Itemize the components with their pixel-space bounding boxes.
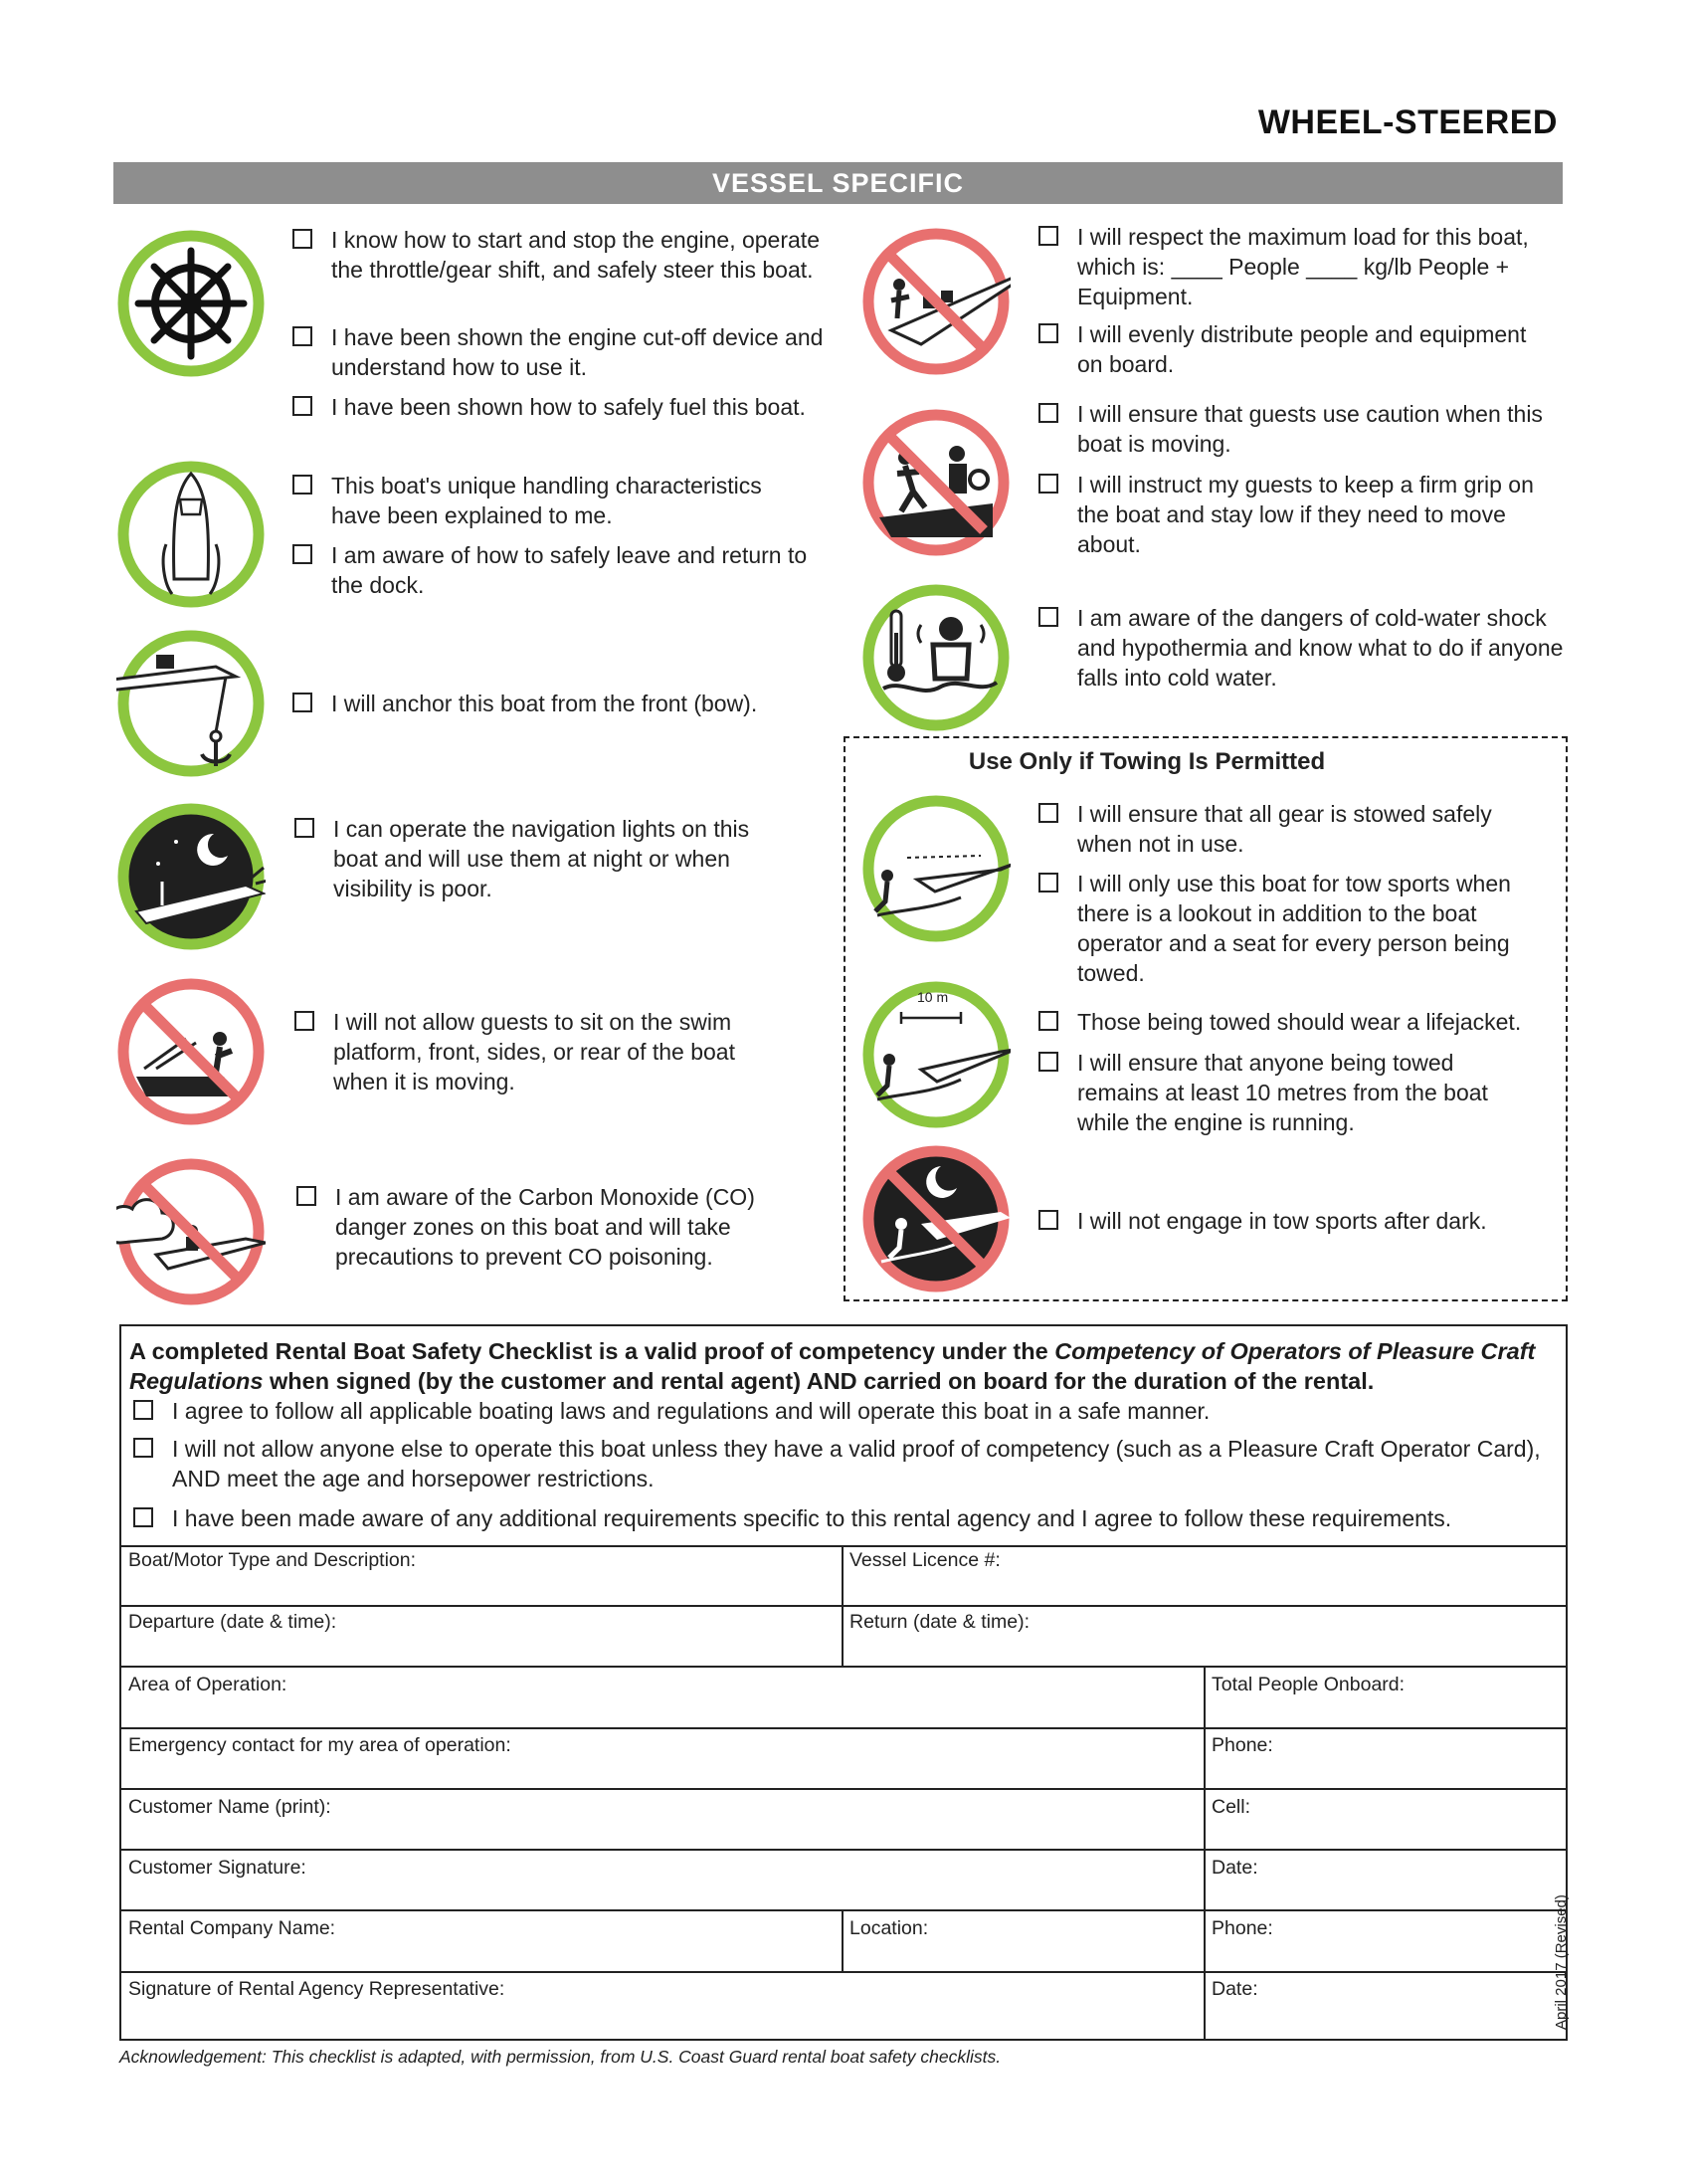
page-title: WHEEL-STEERED	[1257, 103, 1558, 141]
form-divider	[1204, 1666, 1206, 2041]
agent-signature-field[interactable]: Signature of Rental Agency Representative:	[128, 1978, 505, 2000]
checklist-item-dock[interactable]: I am aware of how to safely leave and return to the dock.	[292, 540, 830, 600]
tow-distance-label: 10 m	[917, 989, 949, 1005]
tow-item-lifejacket[interactable]: Those being towed should wear a lifejacket.	[1038, 1007, 1556, 1037]
phone-field[interactable]: Phone:	[1212, 1734, 1273, 1756]
checkbox[interactable]	[1038, 873, 1058, 893]
checklist-item-swim-platform[interactable]: I will not allow guests to sit on the swim platform, front, sides, or rear of the boat when it is moving.	[294, 1007, 782, 1096]
form-divider	[119, 1727, 1568, 1729]
agreement-additional-requirements[interactable]: I have been made aware of any additional requirements specific to this rental agency and I agree to follow these requirements.	[133, 1503, 1546, 1533]
form-divider	[119, 1909, 1568, 1911]
departure-field[interactable]: Departure (date & time):	[128, 1611, 337, 1633]
area-of-operation-field[interactable]: Area of Operation:	[128, 1674, 287, 1695]
agent-date-field[interactable]: Date:	[1212, 1978, 1258, 2000]
company-phone-field[interactable]: Phone:	[1212, 1917, 1273, 1939]
checkbox[interactable]	[1038, 323, 1058, 343]
agreement-proof-of-competency[interactable]: I will not allow anyone else to operate this boat unless they have a valid proof of competency (such as a Pleasure Craft Operator Card), AND meet the age and horsepower restrictions.	[133, 1434, 1546, 1493]
emergency-contact-field[interactable]: Emergency contact for my area of operation:	[128, 1734, 511, 1756]
checkbox[interactable]	[1038, 1210, 1058, 1230]
checklist-item-carbon-monoxide[interactable]: I am aware of the Carbon Monoxide (CO) danger zones on this boat and will take precautions to prevent CO poisoning.	[296, 1182, 814, 1272]
form-divider	[119, 1545, 1568, 1547]
agreement-follow-laws[interactable]: I agree to follow all applicable boating laws and regulations and will operate this boat in a safe manner.	[133, 1396, 1546, 1426]
checklist-item-start-engine[interactable]: I know how to start and stop the engine, operate the throttle/gear shift, and safely steer this boat.	[292, 225, 830, 285]
checkbox[interactable]	[133, 1507, 153, 1527]
no-sitting-platform-icon	[116, 977, 266, 1126]
competency-statement: A completed Rental Boat Safety Checklist is a valid proof of competency under the Competency of Operators of Pleasure Craft Regulations when signed (by the customer and rental agent) AND carried on board for the duration of the rental.	[129, 1338, 1536, 1394]
checkbox[interactable]	[1038, 403, 1058, 423]
checkbox[interactable]	[292, 326, 312, 346]
checkbox[interactable]	[1038, 1052, 1058, 1072]
checkbox[interactable]	[1038, 1011, 1058, 1031]
form-divider	[842, 1545, 844, 1666]
carbon-monoxide-icon	[116, 1157, 266, 1306]
checkbox[interactable]	[296, 1186, 316, 1206]
tow-item-gear-stowed[interactable]: I will ensure that all gear is stowed safely when not in use.	[1038, 799, 1536, 859]
checklist-item-navigation-lights[interactable]: I can operate the navigation lights on this boat and will use them at night or when visibility is poor.	[294, 814, 792, 903]
checkbox[interactable]	[1038, 226, 1058, 246]
cold-water-icon	[861, 583, 1011, 732]
checkbox[interactable]	[292, 229, 312, 249]
checkbox[interactable]	[292, 396, 312, 416]
guest-caution-icon	[861, 408, 1011, 557]
rental-company-field[interactable]: Rental Company Name:	[128, 1917, 336, 1939]
form-divider	[119, 1666, 1568, 1668]
return-field[interactable]: Return (date & time):	[849, 1611, 1030, 1633]
checkbox[interactable]	[294, 818, 314, 838]
checkbox[interactable]	[133, 1400, 153, 1420]
customer-signature-field[interactable]: Customer Signature:	[128, 1857, 306, 1879]
tow-item-after-dark[interactable]: I will not engage in tow sports after dark.	[1038, 1206, 1556, 1236]
checklist-item-firm-grip[interactable]: I will instruct my guests to keep a firm grip on the boat and stay low if they need to move about.	[1038, 470, 1536, 559]
checklist-item-distribute-load[interactable]: I will evenly distribute people and equipment on board.	[1038, 319, 1556, 379]
tow-item-ten-metres[interactable]: I will ensure that anyone being towed remains at least 10 metres from the boat while the engine is running.	[1038, 1048, 1526, 1137]
checklist-item-max-load[interactable]: I will respect the maximum load for this boat, which is: ____ People ____ kg/lb People + Equipment.	[1038, 222, 1556, 311]
anchor-bow-icon	[116, 629, 266, 778]
night-lights-icon	[116, 802, 266, 951]
tow-item-lookout[interactable]: I will only use this boat for tow sports when there is a lookout in addition to the boat operator and a seat for every person being towed.	[1038, 869, 1516, 988]
revision-date: April 2017 (Revised)	[1553, 1894, 1570, 2030]
checklist-item-handling[interactable]: This boat's unique handling characteristics have been explained to me.	[292, 471, 810, 530]
cell-field[interactable]: Cell:	[1212, 1796, 1251, 1818]
checklist-item-cold-water[interactable]: I am aware of the dangers of cold-water shock and hypothermia and know what to do if anyone falls into cold water.	[1038, 603, 1566, 693]
checkbox[interactable]	[294, 1011, 314, 1031]
checklist-item-fuel[interactable]: I have been shown how to safely fuel this boat.	[292, 392, 830, 422]
form-divider	[119, 1849, 1568, 1851]
checklist-item-cut-off-device[interactable]: I have been shown the engine cut-off device and understand how to use it.	[292, 322, 830, 382]
location-field[interactable]: Location:	[849, 1917, 929, 1939]
checkbox[interactable]	[133, 1438, 153, 1458]
vessel-specific-banner: VESSEL SPECIFIC	[113, 162, 1563, 204]
checkbox[interactable]	[292, 544, 312, 564]
acknowledgement-note: Acknowledgement: This checklist is adapted, with permission, from U.S. Coast Guard rental boat safety checklists.	[119, 2047, 1002, 2067]
ship-wheel-icon	[116, 229, 266, 378]
form-divider	[119, 1788, 1568, 1790]
max-load-icon	[861, 227, 1011, 376]
form-divider	[119, 1605, 1568, 1607]
checkbox[interactable]	[1038, 803, 1058, 823]
customer-date-field[interactable]: Date:	[1212, 1857, 1258, 1879]
total-people-field[interactable]: Total People Onboard:	[1212, 1674, 1406, 1695]
form-divider	[842, 1909, 844, 1971]
vessel-licence-field[interactable]: Vessel Licence #:	[849, 1549, 1001, 1571]
checkbox[interactable]	[292, 693, 312, 712]
checkbox[interactable]	[1038, 474, 1058, 494]
checklist-item-anchor[interactable]: I will anchor this boat from the front (bow).	[292, 689, 830, 718]
checkbox[interactable]	[292, 475, 312, 495]
checkbox[interactable]	[1038, 607, 1058, 627]
checklist-item-guest-caution[interactable]: I will ensure that guests use caution when this boat is moving.	[1038, 399, 1566, 459]
steering-hands-icon	[116, 460, 266, 609]
form-divider	[119, 1971, 1568, 1973]
towing-title: Use Only if Towing Is Permitted	[968, 748, 1326, 775]
boat-motor-field[interactable]: Boat/Motor Type and Description:	[128, 1549, 417, 1571]
customer-name-field[interactable]: Customer Name (print):	[128, 1796, 331, 1818]
